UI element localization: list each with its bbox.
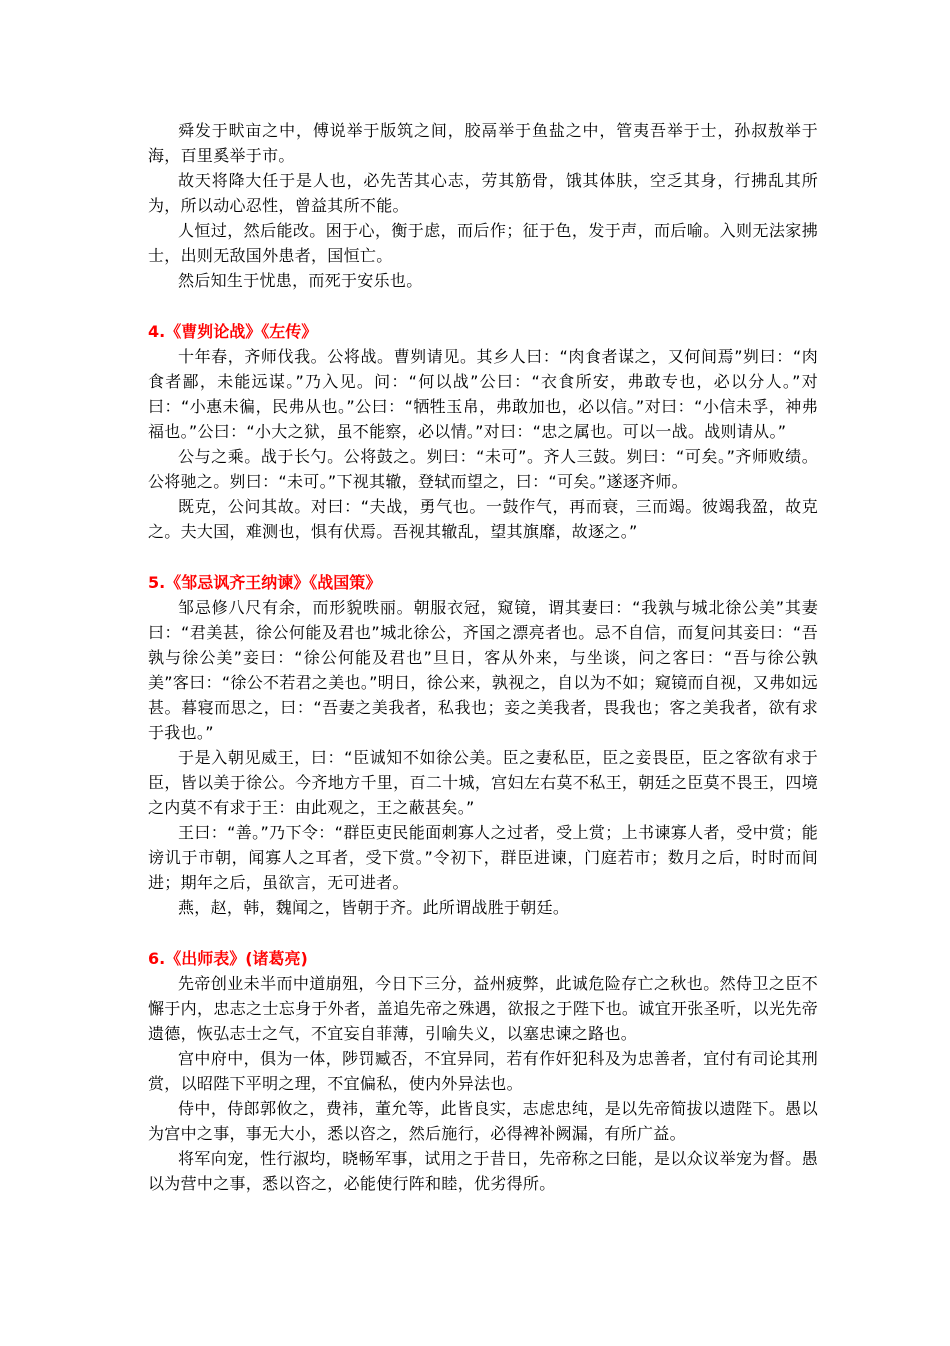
section-heading: 6.《出师表》(诸葛亮) bbox=[148, 949, 308, 968]
paragraph: 舜发于畎亩之中，傅说举于版筑之间，胶鬲举于鱼盐之中，管夷吾举于士，孙叔敖举于海，百里奚举于市。 bbox=[148, 121, 818, 165]
section-mencius bbox=[148, 118, 818, 293]
section-heading: 5.《邹忌讽齐王纳谏》《战国策》 bbox=[148, 573, 382, 592]
section-spacer bbox=[148, 920, 818, 946]
section-heading: 4.《曹刿论战》《左传》 bbox=[148, 322, 318, 341]
paragraph: 王曰：“善。”乃下令：“群臣吏民能面刺寡人之过者，受上赏；上书谏寡人者，受中赏；能谤讥于市朝，闻寡人之耳者，受下赏。”令初下，群臣进谏，门庭若市；数月之后，时时而间进；期年之后，虽欲言，无可进者。 bbox=[148, 823, 818, 892]
paragraph: 故天将降大任于是人也，必先苦其心志，劳其筋骨，饿其体肤，空乏其身，行拂乱其所为，所以动心忍性，曾益其所不能。 bbox=[148, 171, 818, 215]
section-spacer bbox=[148, 293, 818, 319]
paragraph: 燕，赵，韩，魏闻之，皆朝于齐。此所谓战胜于朝廷。 bbox=[178, 898, 570, 917]
section-chu-shi-biao bbox=[148, 946, 818, 1196]
paragraph: 公与之乘。战于长勺。公将鼓之。刿曰：“未可”。齐人三鼓。刿曰：“可矣。”齐师败绩。公将驰之。刿曰：“未可。”下视其辙，登轼而望之，曰：“可矣。”遂逐齐师。 bbox=[148, 447, 818, 491]
paragraph: 邹忌修八尺有余，而形貌昳丽。朝服衣冠，窥镜，谓其妻曰：“我孰与城北徐公美”其妻曰：“君美甚，徐公何能及君也”城北徐公，齐国之漂亮者也。忌不自信，而复问其妾曰：“吾孰与徐公美”妾曰：“徐公何能及君也”旦日，客从外来，与坐谈，问之客曰：“吾与徐公孰美”客曰：“徐公不若君之美也。”明日，徐公来，孰视之，自以为不如；窥镜而自视，又弗如远甚。暮寝而思之，曰：“吾妻之美我者，私我也；妾之美我者，畏我也；客之美我者，欲有求于我也。” bbox=[148, 598, 818, 742]
paragraph: 宫中府中，俱为一体，陟罚臧否，不宜异同，若有作奸犯科及为忠善者，宜付有司论其刑赏，以昭陛下平明之理，不宜偏私，使内外异法也。 bbox=[148, 1049, 818, 1093]
paragraph: 侍中，侍郎郭攸之，费祎，董允等，此皆良实，志虑忠纯，是以先帝简拔以遗陛下。愚以为宫中之事，事无大小，悉以咨之，然后施行，必得裨补阙漏，有所广益。 bbox=[148, 1099, 818, 1143]
paragraph: 然后知生于忧患，而死于安乐也。 bbox=[178, 271, 423, 290]
paragraph: 将军向宠，性行淑均，晓畅军事，试用之于昔日，先帝称之曰能，是以众议举宠为督。愚以为营中之事，悉以咨之，必能使行阵和睦，优劣得所。 bbox=[148, 1149, 818, 1193]
paragraph: 既克，公问其故。对曰：“夫战，勇气也。一鼓作气，再而衰，三而竭。彼竭我盈，故克之。夫大国，难测也，惧有伏焉。吾视其辙乱，望其旗靡，故逐之。” bbox=[148, 497, 818, 541]
section-spacer bbox=[148, 544, 818, 570]
section-cao-gui bbox=[148, 319, 818, 544]
paragraph: 人恒过，然后能改。困于心，衡于虑，而后作；征于色，发于声，而后喻。入则无法家拂士，出则无敌国外患者，国恒亡。 bbox=[148, 221, 818, 265]
paragraph: 十年春，齐师伐我。公将战。曹刿请见。其乡人曰：“肉食者谋之，又何间焉”刿曰：“肉食者鄙，未能远谋。”乃入见。问：“何以战”公曰：“衣食所安，弗敢专也，必以分人。”对曰：“小惠未徧，民弗从也。”公曰：“牺牲玉帛，弗敢加也，必以信。”对曰：“小信未孚，神弗福也。”公曰：“小大之狱，虽不能察，必以情。”对曰：“忠之属也。可以一战。战则请从。” bbox=[148, 347, 818, 441]
paragraph: 于是入朝见威王，曰：“臣诚知不如徐公美。臣之妻私臣，臣之妾畏臣，臣之客欲有求于臣，皆以美于徐公。今齐地方千里，百二十城，宫妇左右莫不私王，朝廷之臣莫不畏王，四境之内莫不有求于王：由此观之，王之蔽甚矣。” bbox=[148, 748, 818, 817]
document-body bbox=[148, 118, 818, 1196]
section-zou-ji bbox=[148, 570, 818, 920]
paragraph: 先帝创业未半而中道崩殂，今日下三分，益州疲弊，此诚危险存亡之秋也。然侍卫之臣不懈于内，忠志之士忘身于外者，盖追先帝之殊遇，欲报之于陛下也。诚宜开张圣听，以光先帝遗德，恢弘志士之气，不宜妄自菲薄，引喻失义，以塞忠谏之路也。 bbox=[148, 974, 818, 1043]
